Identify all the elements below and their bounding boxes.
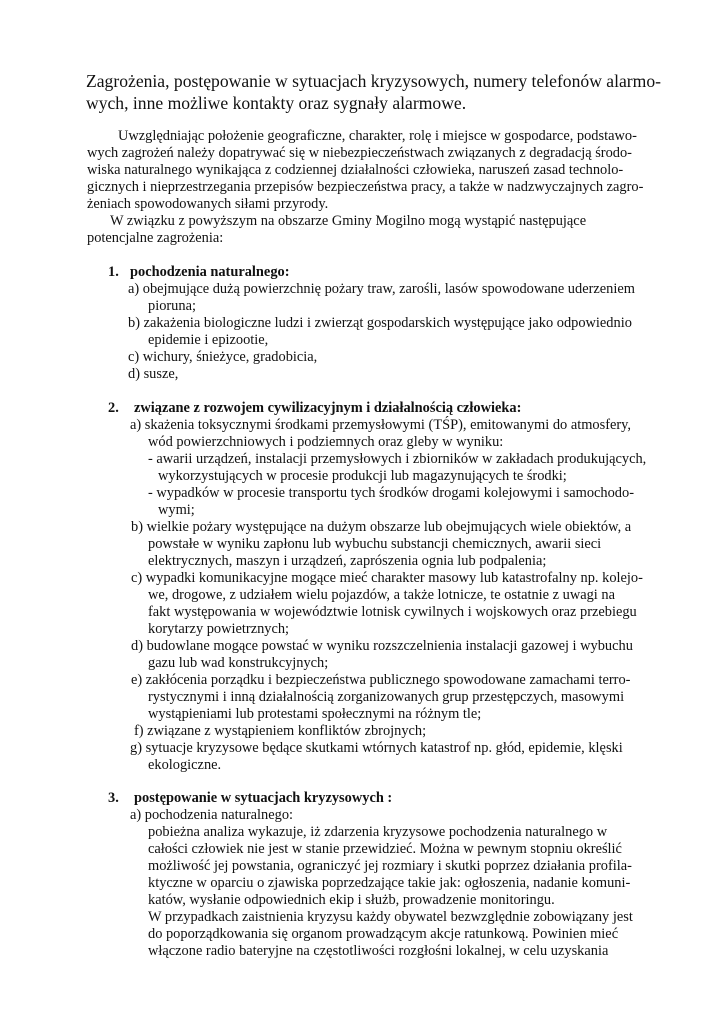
section-2-line: ekologiczne. [148, 757, 222, 773]
section-3-line: całości człowiek nie jest w stanie przewidzieć. Można w pewnym stopniu określić [148, 841, 622, 857]
section-2-line: c) wypadki komunikacyjne mogące mieć charakter masowy lub katastrofalny np. kolejo- [131, 570, 643, 586]
section-3-number: 3. [108, 790, 119, 806]
section-3-line: włączone radio bateryjne na częstotliwości rozgłośni lokalnej, w celu uzyskania [148, 943, 609, 959]
intro-line: potencjalne zagrożenia: [87, 230, 224, 246]
section-1-line: d) susze, [128, 366, 179, 382]
section-2-line: rystycznymi i inną działalnością zorganizowanych grup przestępczych, masowymi [148, 689, 625, 705]
section-3-heading: postępowanie w sytuacjach kryzysowych : [134, 790, 393, 806]
section-2-line: e) zakłócenia porządku i bezpieczeństwa publicznego spowodowane zamachami terro- [131, 672, 631, 688]
document-title-line-1: Zagrożenia, postępowanie w sytuacjach kryzysowych, numery telefonów alarmo- [86, 71, 662, 91]
section-2-number: 2. [108, 400, 119, 416]
intro-line: wiska naturalnego wynikająca z codziennej działalności człowieka, naruszeń zasad technolo- [87, 162, 624, 178]
section-3-line: katów, wysłanie odpowiednich ekip i służb, prowadzenie monitoringu. [148, 892, 555, 908]
section-2-line: g) sytuacje kryzysowe będące skutkami wtórnych katastrof np. głód, epidemie, klęski [130, 740, 623, 756]
document-title-line-2: wych, inne możliwe kontakty oraz sygnały alarmowe. [86, 93, 467, 113]
section-1-line: b) zakażenia biologiczne ludzi i zwierząt gospodarskich występujące jako odpowiednio [128, 315, 632, 331]
section-2-line: elektrycznych, maszyn i urządzeń, zaprószenia ognia lub podpalenia; [148, 553, 547, 569]
section-2-line: powstałe w wyniku zapłonu lub wybuchu substancji chemicznych, awarii sieci [148, 536, 602, 552]
section-2-line: wykorzystujących w procesie produkcji lub magazynujących te środki; [158, 468, 567, 484]
section-3-line: W przypadkach zaistnienia kryzysu każdy obywatel bezwzględnie zobowiązany jest [148, 909, 633, 925]
section-2-line: - awarii urządzeń, instalacji przemysłowych i zbiorników w zakładach produkujących, [148, 451, 647, 467]
intro-line: żeniach spowodowanych siłami przyrody. [87, 196, 329, 212]
intro-line: W związku z powyższym na obszarze Gminy Mogilno mogą wystąpić następujące [110, 213, 587, 229]
section-2-line: a) skażenia toksycznymi środkami przemysłowymi (TŚP), emitowanymi do atmosfery, [130, 417, 632, 433]
section-2-line: d) budowlane mogące powstać w wyniku rozszczelnienia instalacji gazowej i wybuchu [131, 638, 633, 654]
section-3-line: możliwość jej powstania, ograniczyć jej rozmiary i skutki poprzez działania profila- [148, 858, 632, 874]
section-2-line: f) związane z wystąpieniem konfliktów zbrojnych; [134, 723, 427, 739]
section-2-line: wód powierzchniowych i podziemnych oraz gleby w wyniku: [148, 434, 504, 450]
section-1-line: pioruna; [148, 298, 196, 314]
section-3-line: a) pochodzenia naturalnego: [130, 807, 294, 823]
section-2-line: fakt występowania w województwie lotnisk cywilnych i wojskowych oraz przebiegu [148, 604, 637, 620]
section-1-line: a) obejmujące dużą powierzchnię pożary traw, zarośli, lasów spowodowane uderzeniem [128, 281, 635, 297]
intro-line: wych zagrożeń należy dopatrywać się w niebezpieczeństwach związanych z degradacją środo- [87, 145, 632, 161]
section-2-line: wystąpieniami lub protestami społecznymi na różnym tle; [148, 706, 482, 722]
section-2-line: we, drogowe, z udziałem wielu pojazdów, a także lotnicze, te ostatnie z uwagi na [148, 587, 615, 603]
intro-line: Uwzględniając położenie geograficzne, charakter, rolę i miejsce w gospodarce, podstawo- [118, 128, 637, 144]
section-1-number: 1. [108, 264, 119, 280]
section-1-heading: pochodzenia naturalnego: [130, 264, 290, 280]
section-1-line: c) wichury, śnieżyce, gradobicia, [128, 349, 318, 365]
section-2-heading: związane z rozwojem cywilizacyjnym i działalnością człowieka: [134, 400, 522, 416]
section-3-line: pobieżna analiza wykazuje, iż zdarzenia kryzysowe pochodzenia naturalnego w [148, 824, 608, 840]
intro-line: gicznych i nieprzestrzegania przepisów bezpieczeństwa pracy, a także w nadzwyczajnych zagro- [87, 179, 644, 195]
section-2-line: b) wielkie pożary występujące na dużym obszarze lub obejmujących wiele obiektów, a [131, 519, 632, 535]
section-3-line: ktyczne w oparciu o zjawiska poprzedzające takie jak: ogłoszenia, nadanie komuni- [148, 875, 631, 891]
section-2-line: wymi; [158, 502, 195, 518]
section-2-line: - wypadków w procesie transportu tych środków drogami kolejowymi i samochodo- [148, 485, 634, 501]
section-2-line: gazu lub wad konstrukcyjnych; [148, 655, 329, 671]
section-1-line: epidemie i epizootie, [148, 332, 269, 348]
section-3-line: do poporządkowania się organom prowadzącym akcje ratunkową. Powinien mieć [148, 926, 619, 942]
section-2-line: korytarzy powietrznych; [148, 621, 290, 637]
